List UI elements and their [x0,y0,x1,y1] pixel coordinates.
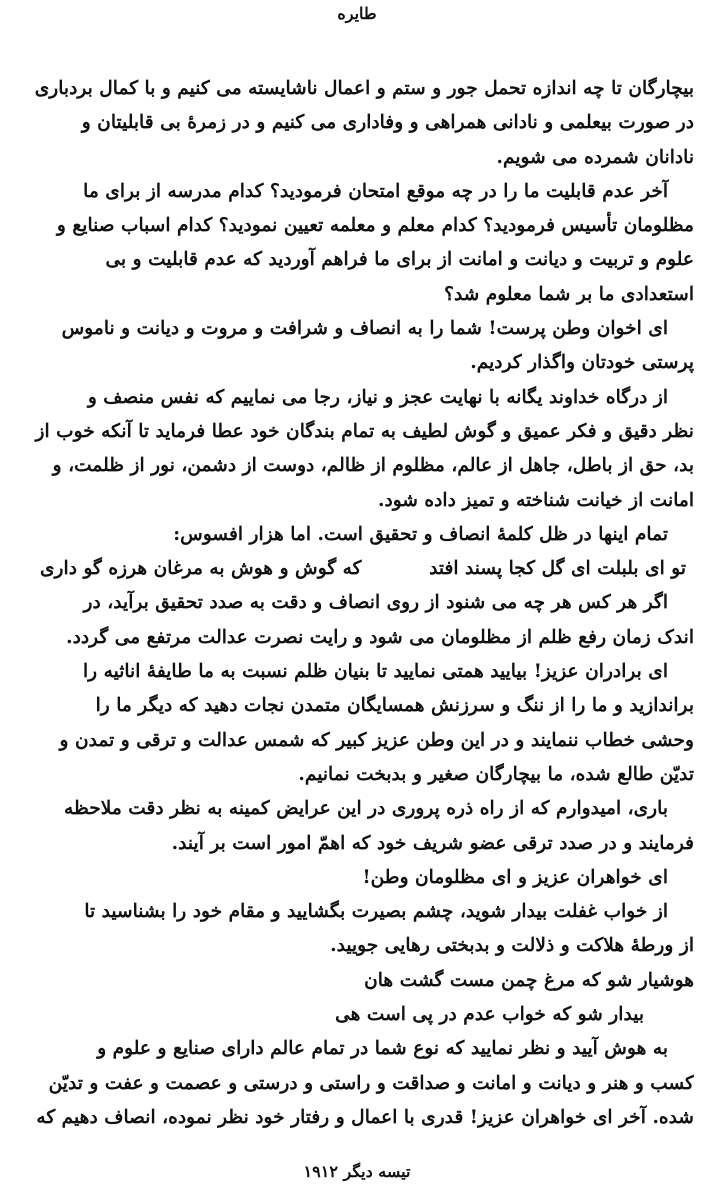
verse-line: بیدار شو که خواب عدم در پی است هی [335,1004,644,1026]
text-line: اگر هر کس هر چه می شنود از روی انصاف و دقت به صدد تحقیق برآید، در [83,592,668,614]
text-line: پرستی خودتان واگذار کردیم. [470,352,694,374]
text-line: تدیّن طالع شده، ما بیچارگان صغیر و بدبخت نمانیم. [298,763,694,785]
text-line: ای اخوان وطن پرست! شما را به انصاف و شرافت و مروت و دیانت و ناموس [61,318,668,340]
text-line: از درگاه خداوند یگانه با نهایت عجز و نیاز، رجا می نماییم که نفس منصف و [87,386,668,408]
body-text [22,72,694,1135]
text-line: استعدادی ما بر شما معلوم شد؟ [444,283,694,305]
text-line: فرمایند و در صدد ترقی عضو شریف خود که اهمّ امور است بر آیند. [171,832,694,854]
text-line: نادانان شمرده می شویم. [496,146,694,168]
text-line: براندازید و ما را از ننگ و سرزنش همسایگان متمدن نجات دهید که دیگر ما را [95,695,694,717]
text-line: از ورطهٔ هلاکت و ذلالت و بدبختی رهایی جویید. [330,935,694,957]
text-line: آخر عدم قابلیت ما را در چه موقع امتحان فرمودید؟ کدام مدرسه از برای ما [83,180,668,202]
verse-couplet [22,552,694,586]
text-line: کسب و هنر و دیانت و امانت و صداقت و راستی و درستی و عصمت و عفت و تدیّن [48,1072,694,1094]
verse-line: هوشیار شو که مرغ چمن مست گشت هان [364,969,694,991]
text-line: بیچارگان تا چه اندازه تحمل جور و ستم و اعمال ناشایسته می کنیم و با کمال بردباری [34,78,694,99]
page-header-title: طایره [337,4,377,23]
text-line: ای برادران عزیز! بیایید همتی نمایید تا بنیان ظلم نسبت به ما طایفهٔ اناثیه را [83,661,668,683]
text-line: امانت از خیانت شناخته و تمیز داده شود. [378,489,694,511]
text-line: در صورت بیعلمی و نادانی همراهی و وفاداری می کنیم و در زمرهٔ بی قابلیتان و [81,112,694,134]
text-line: وحشی خطاب ننمایند و در این وطن عزیز کبیر که شمس عدالت و ترقی و تمدن و [59,729,694,751]
text-line: شده. آخر ای خواهران عزیز! قدری با اعمال و رفتار خود نظر نموده، انصاف دهیم که [36,1106,694,1128]
verse-hemistich-left: که گوش و هوش به مرغان هرزه گو داری [40,558,362,580]
text-line: باری، امیدوارم که از راه ذره پروری در این عرایض کمینه به نظر دقت ملاحظه [64,798,668,820]
text-line: نظر دقیق و فکر عمیق و گوش لطیف به تمام بندگان خود عطا فرماید تا آنکه خوب از [35,420,694,442]
verse-hemistich-right: تو ای بلبلت ای گل کجا پسند افتد [429,558,686,580]
text-line: علوم و تربیت و دیانت و امانت از برای ما فراهم آوردید که عدم قابلیت و بی [105,249,694,271]
text-line: مظلومان تأسیس فرمودید؟ کدام معلم و معلمه تعیین نمودید؟ کدام اسباب صنایع و [56,215,694,237]
text-line: به هوش آیید و نظر نمایید که نوع شما در تمام عالم دارای صنایع و علوم و [97,1038,668,1060]
text-line: اندک زمان رفع ظلم از مظلومان می شود و رایت نصرت عدالت مرتفع می گردد. [66,626,694,648]
text-line: بد، حق از باطل، جاهل از عالم، مظلوم از ظالم، دوست از دشمن، نور از ظلمت، و [52,455,694,477]
text-line: ای خواهران عزیز و ای مظلومان وطن! [362,866,668,888]
text-line: از خواب غفلت بیدار شوید، چشم بصیرت بگشایید و مقام خود را بشناسید تا [84,901,668,923]
page-footer-date: تیسه دیگر ۱۹۱۲ [303,1162,411,1181]
text-line: تمام اینها در ظل کلمهٔ انصاف و تحقیق است. اما هزار افسوس: [173,523,668,545]
